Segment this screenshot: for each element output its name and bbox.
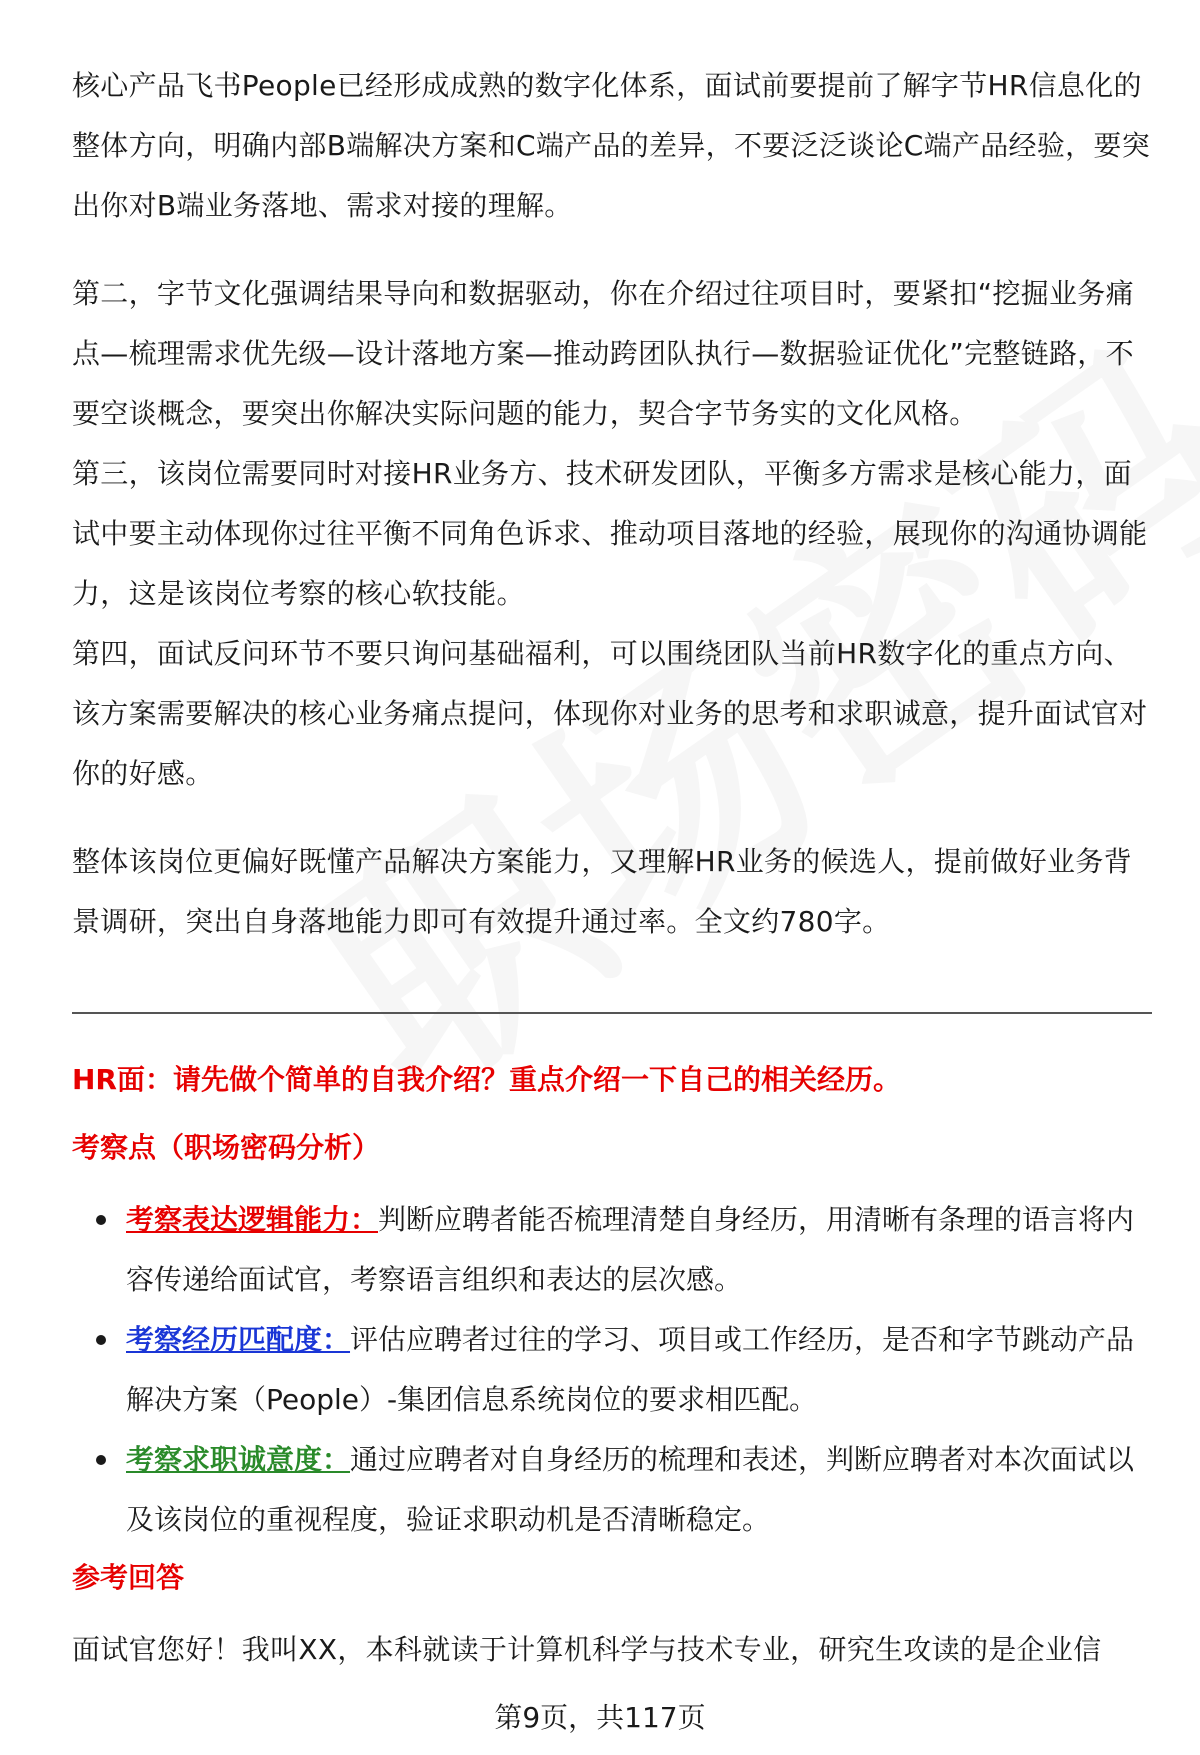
page-number: 第9页，共117页 xyxy=(494,1701,706,1734)
list-item xyxy=(126,1190,1152,1310)
point-text: 通过应聘者对自身经历的梳理和表述，判断应聘者对本次面试以及该岗位的重视程度，验证求职动机是否清晰稳定。 xyxy=(126,1443,1135,1536)
analysis-heading: 考察点（职场密码分析） xyxy=(72,1131,381,1164)
paragraph-fourth: 第四，面试反问环节不要只询问基础福利，可以围绕团队当前HR数字化的重点方向、该方案需要解决的核心业务痛点提问，体现你对业务的思考和求职诚意，提升面试官对你的好感。 xyxy=(72,637,1148,790)
list-item xyxy=(126,1430,1152,1550)
point-text: 判断应聘者能否梳理清楚自身经历，用清晰有条理的语言将内容传递给面试官，考察语言组织和表达的层次感。 xyxy=(126,1203,1135,1296)
paragraph-third: 第三，该岗位需要同时对接HR业务方、技术研发团队，平衡多方需求是核心能力，面试中要主动体现你过往平衡不同角色诉求、推动项目落地的经验，展现你的沟通协调能力，这是该岗位考察的核心软技能。 xyxy=(72,457,1148,610)
answer-heading: 参考回答 xyxy=(72,1561,185,1594)
analysis-points xyxy=(72,1190,1152,1550)
point-text: 评估应聘者过往的学习、项目或工作经历，是否和字节跳动产品解决方案（People）-集团信息系统岗位的要求相匹配。 xyxy=(126,1323,1135,1416)
answer-text: 面试官您好！我叫XX，本科就读于计算机科学与技术专业，研究生攻读的是企业信 xyxy=(72,1633,1102,1666)
paragraph-intro: 核心产品飞书People已经形成成熟的数字化体系，面试前要提前了解字节HR信息化的整体方向，明确内部B端解决方案和C端产品的差异，不要泛泛谈论C端产品经验，要突出你对B端业务落地、需求对接的理解。 xyxy=(72,69,1151,222)
point-term: 考察表达逻辑能力： xyxy=(126,1203,379,1236)
section-divider xyxy=(72,1012,1152,1014)
paragraph-summary: 整体该岗位更偏好既懂产品解决方案能力，又理解HR业务的候选人，提前做好业务背景调研，突出自身落地能力即可有效提升通过率。全文约780字。 xyxy=(72,845,1132,938)
question-heading: HR面：请先做个简单的自我介绍？重点介绍一下自己的相关经历。 xyxy=(72,1063,901,1096)
list-item xyxy=(126,1310,1152,1430)
point-term: 考察经历匹配度： xyxy=(126,1323,351,1356)
paragraph-second: 第二，字节文化强调结果导向和数据驱动，你在介绍过往项目时，要紧扣“挖掘业务痛点—梳理需求优先级—设计落地方案—推动跨团队执行—数据验证优化”完整链路，不要空谈概念，要突出你解决实际问题的能力，契合字节务实的文化风格。 xyxy=(72,277,1134,430)
point-term: 考察求职诚意度： xyxy=(126,1443,351,1476)
document-body xyxy=(72,56,1152,1680)
